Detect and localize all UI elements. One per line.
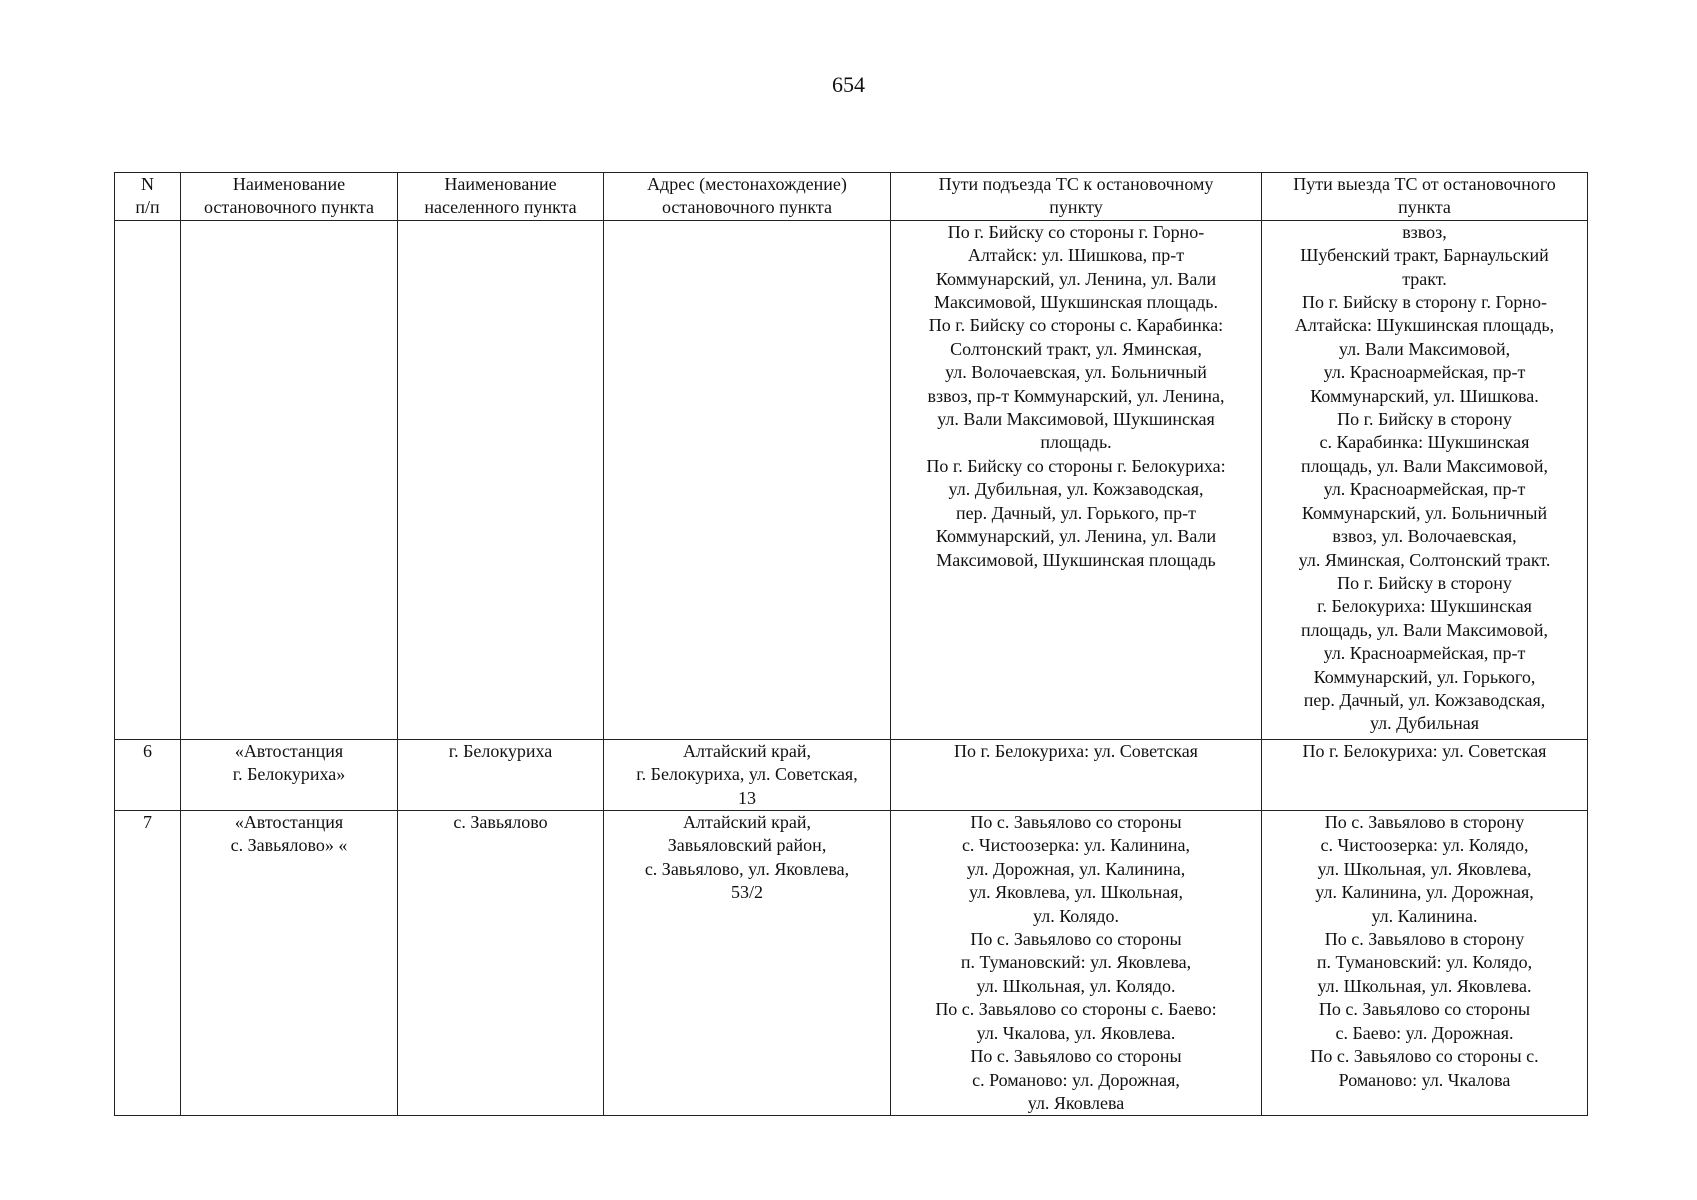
cell-approach-routes: По г. Белокуриха: ул. Советская: [891, 739, 1262, 810]
table-header-row: [115, 173, 1588, 221]
cell-address: [604, 220, 891, 739]
cell-address: Алтайский край, г. Белокуриха, ул. Советская, 13: [604, 739, 891, 810]
cell-stop-name: «Автостанция г. Белокуриха»: [181, 739, 398, 810]
cell-settlement: г. Белокуриха: [398, 739, 604, 810]
cell-stop-name: «Автостанция с. Завьялово» «: [181, 811, 398, 1116]
cell-number: 7: [115, 811, 181, 1116]
header-settlement: Наименование населенного пункта: [398, 173, 604, 221]
cell-stop-name: [181, 220, 398, 739]
header-approach-routes: Пути подъезда ТС к остановочному пункту: [891, 173, 1262, 221]
header-address: Адрес (местонахождение) остановочного пункта: [604, 173, 891, 221]
header-number: N п/п: [115, 173, 181, 221]
table-row: [115, 220, 1588, 739]
header-stop-name: Наименование остановочного пункта: [181, 173, 398, 221]
cell-number: [115, 220, 181, 739]
header-departure-routes: Пути выезда ТС от остановочного пункта: [1262, 173, 1588, 221]
cell-address: Алтайский край, Завьяловский район, с. Завьялово, ул. Яковлева, 53/2: [604, 811, 891, 1116]
cell-approach-routes: По с. Завьялово со стороны с. Чистоозерка: ул. Калинина, ул. Дорожная, ул. Калинина, ул. Яковлева, ул. Школьная, ул. Колядо. По с. Завьялово со стороны п. Тумановский: ул. Яковлева, ул. Школьная, ул. Колядо. По с. Завьялово со стороны с. Баево: ул. Чкалова, ул. Яковлева. По с. Завьялово со стороны с. Романово: ул. Дорожная, ул. Яковлева: [891, 811, 1262, 1116]
cell-departure-routes: По г. Белокуриха: ул. Советская: [1262, 739, 1588, 810]
cell-departure-routes: взвоз, Шубенский тракт, Барнаульский тракт. По г. Бийску в сторону г. Горно- Алтайска: Шукшинская площадь, ул. Вали Максимовой, ул. Красноармейская, пр-т Коммунарский, ул. Шишкова. По г. Бийску в сторону с. Карабинка: Шукшинская площадь, ул. Вали Максимовой, ул. Красноармейская, пр-т Коммунарский, ул. Больничный взвоз, ул. Волочаевская, ул. Яминская, Солтонский тракт. По г. Бийску в сторону г. Белокуриха: Шукшинская площадь, ул. Вали Максимовой, ул. Красноармейская, пр-т Коммунарский, ул. Горького, пер. Дачный, ул. Кожзаводская, ул. Дубильная: [1262, 220, 1588, 739]
cell-number: 6: [115, 739, 181, 810]
bus-stops-table: [114, 172, 1588, 1116]
page-number: 654: [832, 72, 865, 97]
cell-settlement: [398, 220, 604, 739]
cell-settlement: с. Завьялово: [398, 811, 604, 1116]
cell-approach-routes: По г. Бийску со стороны г. Горно- Алтайск: ул. Шишкова, пр-т Коммунарский, ул. Ленина, ул. Вали Максимовой, Шукшинская площадь. По г. Бийску со стороны с. Карабинка: Солтонский тракт, ул. Яминская, ул. Волочаевская, ул. Больничный взвоз, пр-т Коммунарский, ул. Ленина, ул. Вали Максимовой, Шукшинская площадь. По г. Бийску со стороны г. Белокуриха: ул. Дубильная, ул. Кожзаводская, пер. Дачный, ул. Горького, пр-т Коммунарский, ул. Ленина, ул. Вали Максимовой, Шукшинская площадь: [891, 220, 1262, 739]
cell-departure-routes: По с. Завьялово в сторону с. Чистоозерка: ул. Колядо, ул. Школьная, ул. Яковлева, ул. Калинина, ул. Дорожная, ул. Калинина. По с. Завьялово в сторону п. Тумановский: ул. Колядо, ул. Школьная, ул. Яковлева. По с. Завьялово со стороны с. Баево: ул. Дорожная. По с. Завьялово со стороны с. Романово: ул. Чкалова: [1262, 811, 1588, 1116]
table-row: [115, 811, 1588, 1116]
table-row: [115, 739, 1588, 810]
